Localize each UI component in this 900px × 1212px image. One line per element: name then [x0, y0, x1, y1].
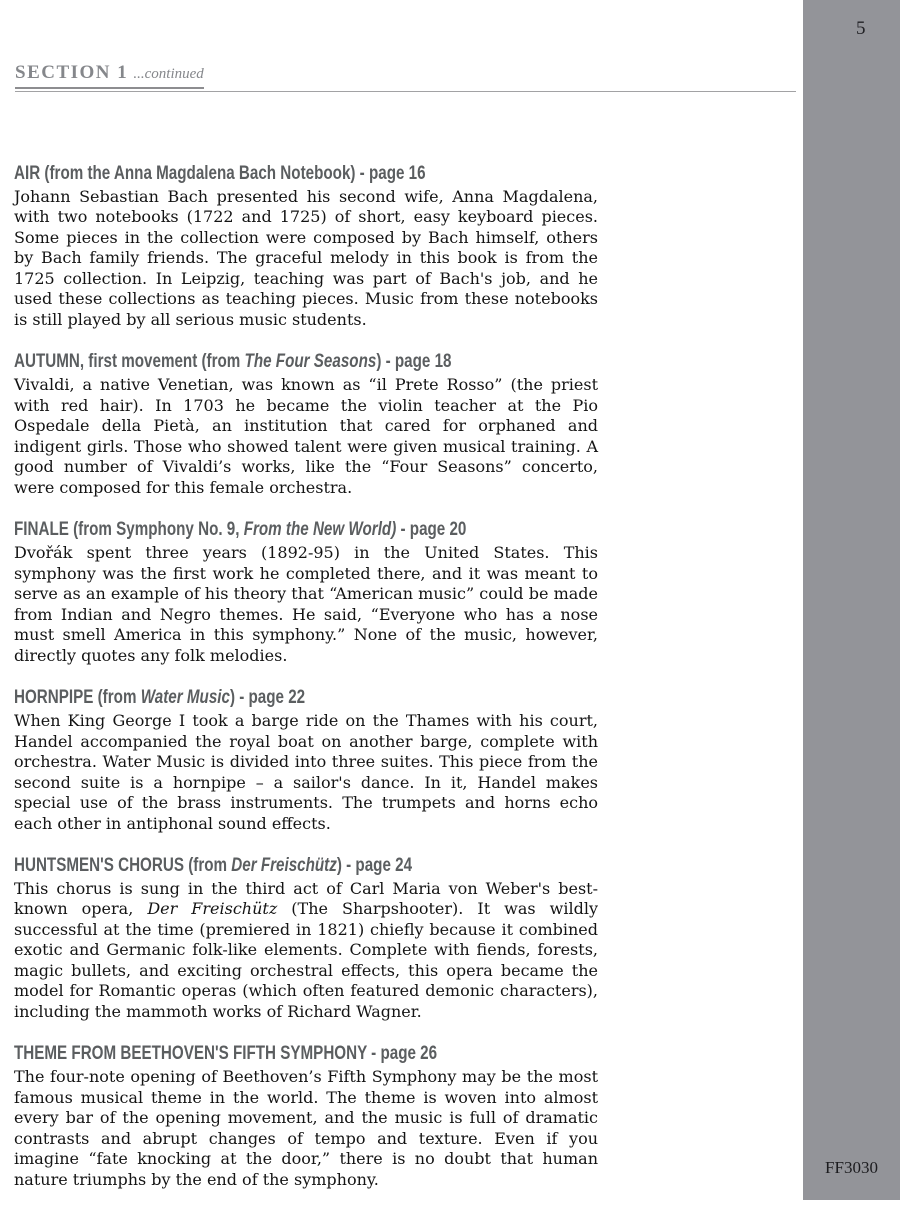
entry-heading: [14, 164, 426, 185]
section-continued-label: ...continued: [133, 66, 204, 82]
entry-heading: [14, 352, 452, 373]
text-segment: This chorus is sung in the third act of Carl Maria von Weber's best-known opera,: [14, 878, 598, 919]
entry-body: [14, 711, 598, 834]
text-segment: When King George I took a barge ride on the Thames with his court, Handel accompanied the royal boat on another barge, complete with orchestra. Water Music is divided into three suites. This piece from the second suite is a hornpipe – a sailor's dance. In it, Handel makes special use of the brass instruments. The trumpets and horns echo each other in antiphonal sound effects.: [14, 711, 598, 833]
entries: [14, 164, 598, 1190]
text-segment: ) - page 24: [336, 855, 413, 877]
entry: [14, 688, 598, 834]
entry: [14, 856, 598, 1022]
section-header: [15, 62, 796, 92]
entry-heading: [14, 520, 466, 541]
text-segment: (The Sharpshooter). It was wildly successful at the time (premiered in 1821) chiefly because it combined exotic and Germanic folk-like elements. Complete with fiends, forests, magic bullets, and exciting orchestral effects, this opera became the model for Romantic operas (which often featured demonic characters), including the mammoth works of Richard Wagner.: [14, 899, 598, 1021]
text-segment: HORNPIPE (from: [14, 687, 141, 709]
section-title: SECTION 1: [15, 62, 129, 83]
text-segment: AIR (from the Anna Magdalena Bach Notebook) - page 16: [14, 163, 426, 184]
catalog-number: FF3030: [825, 1158, 878, 1177]
section-title-underline: [15, 62, 204, 89]
entry: [14, 164, 598, 330]
entry-body: [14, 879, 598, 1023]
page-number: 5: [856, 18, 866, 39]
entry: [14, 352, 598, 498]
text-segment: Dvořák spent three years (1892-95) in the United States. This symphony was the first work he completed there, and it was meant to serve as an example of his theory that “American music” could be made from Indian and Negro themes. He said, “Everyone who has a nose must smell America in this symphony.” None of the music, however, directly quotes any folk melodies.: [14, 543, 598, 665]
text-segment: The four-note opening of Beethoven’s Fifth Symphony may be the most famous musical theme in the world. The theme is woven into almost every bar of the opening movement, and the music is full of dramatic contrasts and abrupt changes of tempo and texture. Even if you imagine “fate knocking at the door,” there is no doubt that human nature triumphs by the end of the symphony.: [14, 1067, 598, 1189]
entry-heading: [14, 688, 305, 709]
text-segment: THEME FROM BEETHOVEN'S FIFTH SYMPHONY - page 26: [14, 1043, 438, 1065]
entry-body: [14, 375, 598, 498]
text-segment: HUNTSMEN'S CHORUS (from: [14, 855, 232, 877]
entry-body: [14, 187, 598, 331]
text-segment: ) - page 22: [229, 687, 306, 709]
text-segment: AUTUMN, first movement (from: [14, 351, 245, 373]
entry-body: [14, 543, 598, 666]
entry-heading: [14, 1044, 437, 1065]
page-margin-band: [803, 0, 900, 1200]
text-segment-italic: The Four Seasons: [244, 351, 377, 373]
text-segment: - page 20: [396, 519, 467, 541]
content-column: [14, 164, 598, 1212]
text-segment: Vivaldi, a native Venetian, was known as “il Prete Rosso” (the priest with red hair). In 1703 he became the violin teacher at the Pio Ospedale della Pietà, an institution that cared for orphaned and indigent girls. Those who showed talent were given musical training. A good number of Vivaldi’s works, like the “Four Seasons” concerto, were composed for this female orchestra.: [14, 375, 598, 497]
entry-body: [14, 1067, 598, 1190]
entry: [14, 1044, 598, 1190]
text-segment-italic: Water Music: [140, 687, 230, 709]
text-segment: FINALE (from Symphony No. 9,: [14, 519, 244, 541]
text-segment: ) - page 18: [376, 351, 452, 373]
entry: [14, 520, 598, 666]
entry-heading: [14, 856, 412, 877]
text-segment: Johann Sebastian Bach presented his second wife, Anna Magdalena, with two notebooks (1722 and 1725) of short, easy keyboard pieces. Some pieces in the collection were composed by Bach himself, others by Bach family friends. The graceful melody in this book is from the 1725 collection. In Leipzig, teaching was part of Bach's job, and he used these collections as teaching pieces. Music from these notebooks is still played by all serious music students.: [14, 186, 598, 329]
text-segment-italic: Der Freischütz: [231, 855, 337, 877]
text-segment-italic: Der Freischütz: [147, 899, 278, 919]
text-segment-italic: From the New World): [243, 519, 397, 541]
